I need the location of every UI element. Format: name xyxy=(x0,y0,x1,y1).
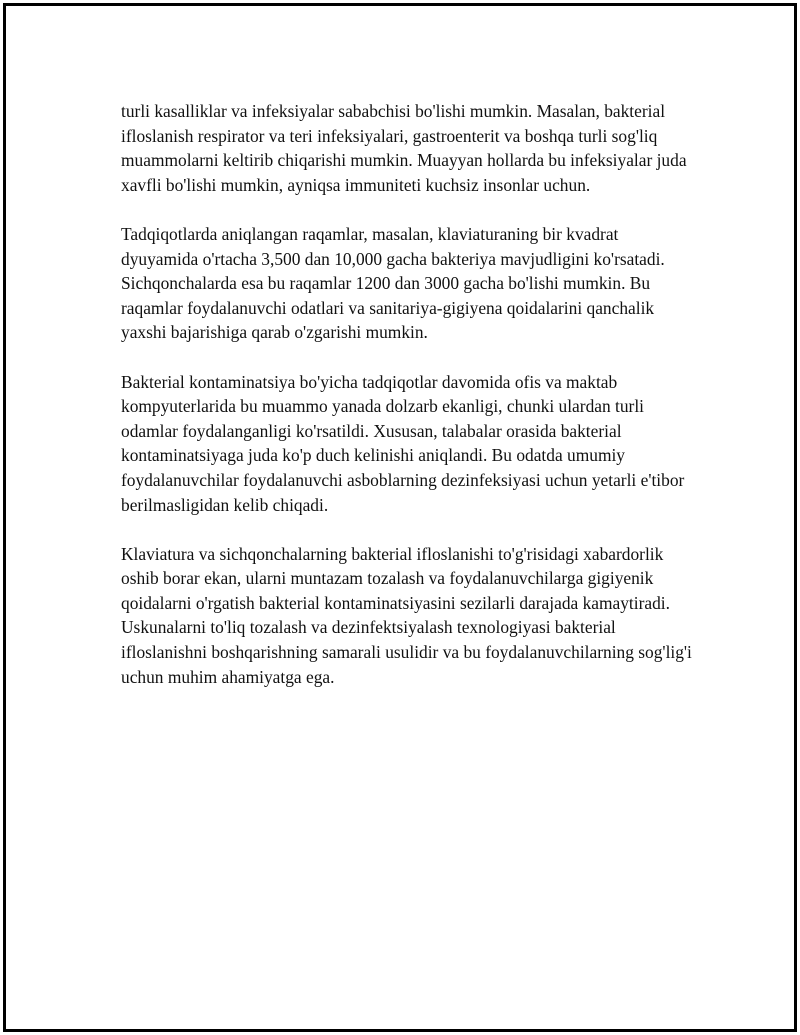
paragraph-1: turli kasalliklar va infeksiyalar sababchisi bo'lishi mumkin. Masalan, bakterial ifloslanish respirator va teri infeksiyalari, gastroenterit va boshqa turli sog'liq muammolarni keltirib chiqarishi mumkin. Muayyan hollarda bu infeksiyalar juda xavfli bo'lishi mumkin, ayniqsa immuniteti kuchsiz insonlar uchun. xyxy=(121,101,687,195)
page-frame xyxy=(3,3,797,1032)
page-body xyxy=(121,99,696,714)
paragraph-2: Tadqiqotlarda aniqlangan raqamlar, masalan, klaviaturaning bir kvadrat dyuyamida o'rtacha 3,500 dan 10,000 gacha bakteriya mavjudligini ko'rsatadi. Sichqonchalarda esa bu raqamlar 1200 dan 3000 gacha bo'lishi mumkin. Bu raqamlar foydalanuvchi odatlari va sanitariya-gigiyena qoidalarini qanchalik yaxshi bajarishiga qarab o'zgarishi mumkin. xyxy=(121,223,665,343)
paragraph-4: Klaviatura va sichqonchalarning bakterial ifloslanishi to'g'risidagi xabardorlik oshib borar ekan, ularni muntazam tozalash va foydalanuvchilarga gigiyenik qoidalarni o'rgatish bakterial kontaminatsiyasini sezilarli darajada kamaytiradi. Uskunalarni to'liq tozalash va dezinfektsiyalash texnologiyasi bakterial ifloslanishni boshqarishning samarali usulidir va bu foydalanuvchilarning sog'lig'i uchun muhim ahamiyatga ega. xyxy=(121,543,692,687)
paragraph-3: Bakterial kontaminatsiya bo'yicha tadqiqotlar davomida ofis va maktab kompyuterlarida bu muammo yanada dolzarb ekanligi, chunki ulardan turli odamlar foydalanganligi ko'rsatildi. Xususan, talabalar orasida bakterial kontaminatsiyaga juda ko'p duch kelinishi aniqlandi. Bu odatda umumiy foydalanuvchilar foydalanuvchi asboblarning dezinfeksiyasi uchun yetarli e'tibor berilmasligidan kelib chiqadi. xyxy=(121,371,685,515)
